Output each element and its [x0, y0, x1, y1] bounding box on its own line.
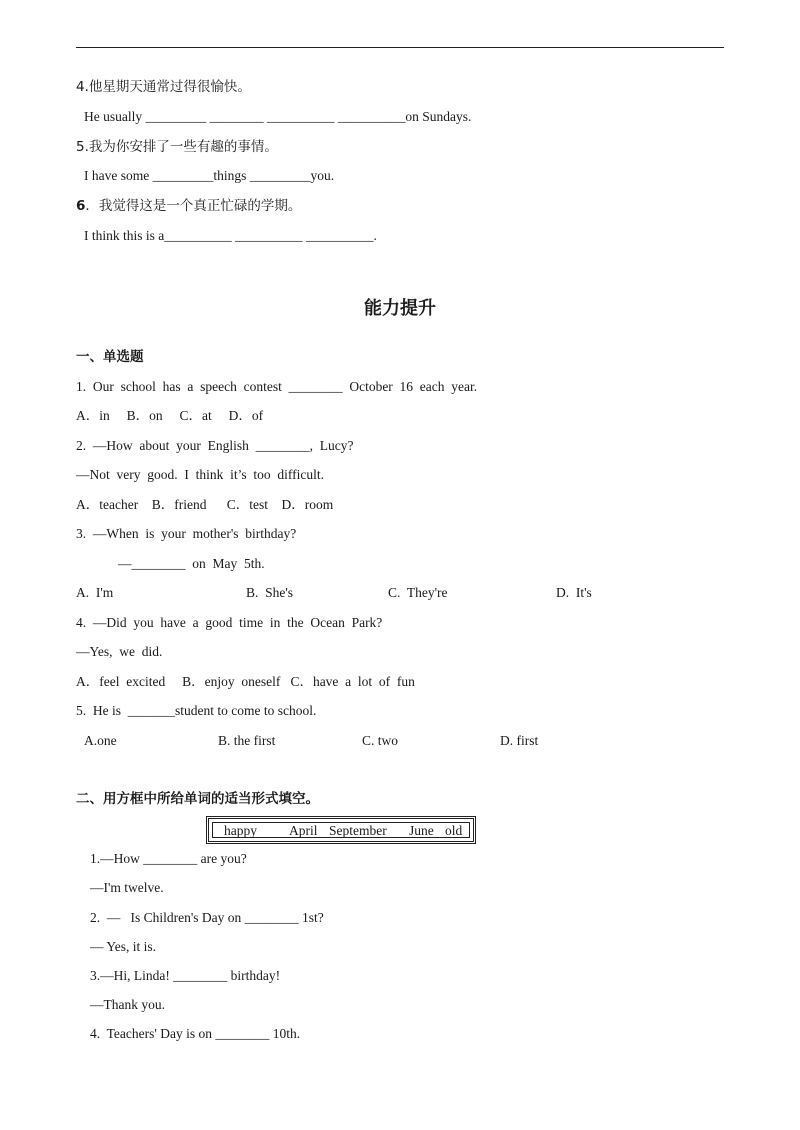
sec1-line: 3. —When is your mother's birthday?	[76, 526, 297, 541]
sec2-line: 3.—Hi, Linda! ________ birthday!	[90, 968, 281, 983]
sec1-line: —________ on May 5th.	[118, 556, 265, 571]
question-6-chinese-text: ．我觉得这是一个真正忙碌的学期。	[85, 198, 302, 214]
sec1-line: A．teacher B．friend C．test D．room	[76, 497, 334, 512]
word-box-word: happy	[224, 823, 257, 838]
sec1-line: A．feel excited B．enjoy oneself C．have a lot of fun	[76, 674, 415, 689]
sec2-line: 1.—How ________ are you?	[90, 851, 247, 866]
word-box-word: April	[289, 823, 318, 838]
word-box-word: June	[409, 823, 434, 838]
question-4-english: He usually _________ ________ __________ __________on Sundays.	[84, 109, 472, 124]
q5-option-a: A.one	[84, 733, 117, 748]
sec1-line: —Not very good. I think it’s too difficult.	[76, 467, 324, 482]
question-5-english: I have some _________things _________you.	[84, 168, 335, 183]
sec2-line: — Yes, it is.	[90, 939, 157, 954]
sec1-line: 1. Our school has a speech contest ________ October 16 each year.	[76, 379, 478, 394]
sec1-line: 5. He is _______student to come to school.	[76, 703, 317, 718]
sec2-line: —I'm twelve.	[90, 880, 164, 895]
question-4-chinese: 4.他星期天通常过得很愉快。	[76, 79, 251, 95]
sec1-line: —Yes, we did.	[76, 644, 163, 659]
sec2-line: —Thank you.	[90, 997, 165, 1012]
sec2-line: 4. Teachers' Day is on ________ 10th.	[90, 1026, 301, 1041]
word-box	[206, 816, 476, 844]
sec1-line: 4. —Did you have a good time in the Ocean Park?	[76, 615, 383, 630]
question-5-chinese: 5.我为你安排了一些有趣的事情。	[76, 139, 278, 155]
sec2-heading: 二、用方框中所给单词的适当形式填空。	[76, 791, 319, 807]
sec2-line: 2. — Is Children's Day on ________ 1st?	[90, 910, 324, 925]
sec1-heading: 一、单选题	[76, 349, 144, 365]
q3-option-c: C. They're	[388, 585, 448, 600]
sec1-line: 2. —How about your English ________, Lucy?	[76, 438, 354, 453]
question-6-english: I think this is a__________ __________ __________.	[84, 228, 377, 243]
q5-option-d: D. first	[500, 733, 539, 748]
q5-option-b: B. the first	[218, 733, 276, 748]
q3-option-b: B. She's	[246, 585, 294, 600]
q3-option-d: D. It's	[556, 585, 592, 600]
header-rule	[76, 47, 724, 48]
word-box-word: old	[445, 823, 463, 838]
q3-option-a: A. I'm	[76, 585, 114, 600]
question-6-number: 6	[76, 198, 86, 214]
word-box-word: September	[329, 823, 387, 838]
question-6-chinese	[76, 197, 301, 215]
section-title: 能力提升	[364, 298, 436, 319]
sec1-line: A．in B．on C．at D．of	[76, 408, 264, 423]
q5-option-c: C. two	[362, 733, 399, 748]
